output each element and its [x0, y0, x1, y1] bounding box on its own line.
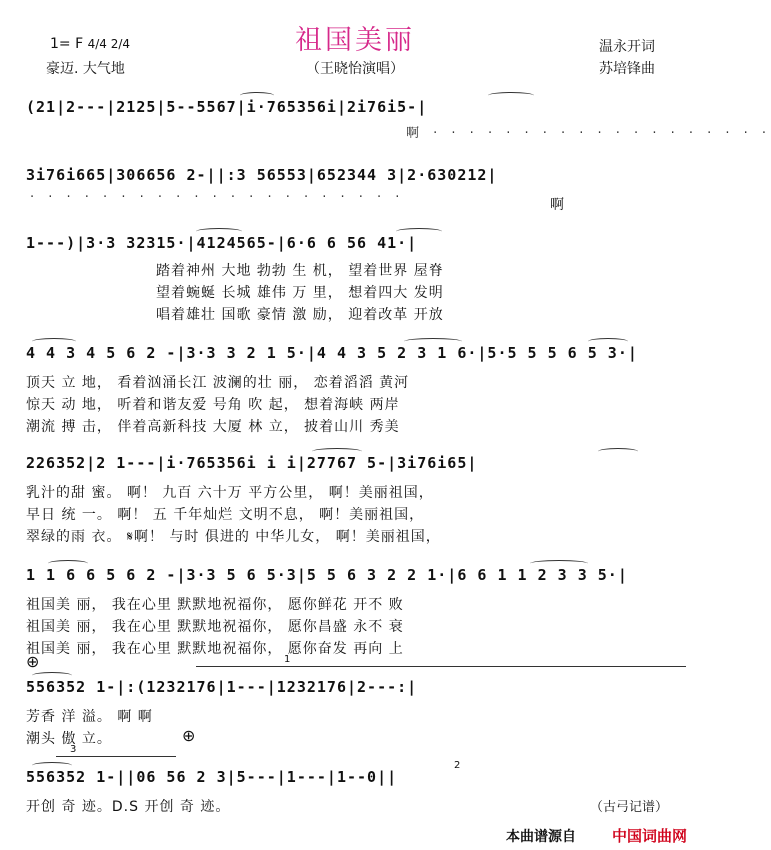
coda-icon: ⊕: [26, 652, 40, 671]
score-system-7: [26, 654, 686, 748]
slur: [32, 338, 76, 345]
lyric-verse-1: 乳汁的甜 蜜。 啊！ 九百 六十万 平方公里， 啊！美丽祖国，: [26, 485, 434, 501]
notation-line-3: 1---)|3·3 32315·|4124565-|6·6 6 56 41·|: [26, 234, 418, 252]
slur: [396, 228, 442, 235]
notation-line-4: 4 4 3 4 5 6 2 -|3·3 3 2 1 5·|4 4 3 5 2 3 1 6·|5·5 5 5 6 5 3·|: [26, 344, 638, 362]
lyric-verse-1: 顶天 立 地， 看着汹涌长江 波澜的壮 丽， 恋着滔滔 黄河: [26, 375, 410, 391]
lyric-verse-2: 望着蜿蜒 长城 雄伟 万 里， 想着四大 发明: [156, 285, 444, 301]
score-system-6: [26, 566, 686, 656]
slur: [404, 338, 462, 345]
lyric-verse-1: 祖国美 丽， 我在心里 默默地祝福你， 愿你鲜花 开不 败: [26, 597, 404, 613]
lyric-text: 啊: [406, 126, 425, 141]
volta-number: 3: [70, 744, 77, 755]
lyric-verse-2: 潮头 傲 立。: [26, 731, 112, 747]
slur: [32, 762, 72, 769]
notation-line-5: 226352|2 1---|i·765356i i i|27767 5-|3i76i65|: [26, 454, 478, 472]
volta-bracket: [56, 756, 176, 757]
lyric-hold: 啊 · · · · · · · · · · · · · · · · · · ·: [406, 126, 771, 141]
slur: [196, 228, 242, 235]
lyric-text: 啊: [550, 197, 565, 213]
lyric-verse-1: 踏着神州 大地 勃勃 生 机， 望着世界 屋脊: [156, 263, 444, 279]
notation-line-7: 556352 1-|:(1232176|1---|1232176|2---:|: [26, 678, 418, 696]
key-signature: [50, 36, 130, 52]
volta-number: 2: [454, 760, 461, 771]
lyric-hold: · · · · · · · · · · · · · · · · · · · · ·: [30, 190, 405, 205]
time-signature: 4/4 2/4: [87, 37, 131, 51]
lyric-verse-2: 惊天 动 地， 听着和谐友爱 号角 吹 起， 想着海峡 两岸: [26, 397, 400, 413]
notation-line-8: 556352 1-||06 56 2 3|5---|1---|1--0||: [26, 768, 398, 786]
lyric-verse-1: 芳香 洋 溢。 啊 啊: [26, 709, 153, 725]
slur: [240, 92, 274, 99]
slur: [530, 560, 588, 567]
slur: [488, 92, 534, 99]
notation-line-1: (21|2---|2125|5--5567|i·765356i|2i76i5-|: [26, 98, 428, 116]
lyric-verse-3: 翠绿的雨 衣。 𝄋啊！ 与时 俱进的 中华儿女， 啊！美丽祖国，: [26, 529, 441, 545]
lyric-verse-3: 潮流 搏 击， 伴着高新科技 大厦 林 立， 披着山川 秀美: [26, 419, 400, 435]
lyricist: 温永开词: [599, 39, 655, 55]
lyric-verse-3: 祖国美 丽， 我在心里 默默地祝福你， 愿你奋发 再向 上: [26, 641, 404, 657]
volta-bracket: [196, 666, 686, 667]
volta-number: 1: [284, 654, 291, 665]
song-title: 祖国美丽: [295, 25, 415, 56]
notation-line-2: 3i76i665|306656 2-||:3 56553|652344 3|2·630212|: [26, 166, 498, 184]
slur: [32, 672, 72, 679]
lyric-verse-2: 祖国美 丽， 我在心里 默默地祝福你， 愿你昌盛 永不 衰: [26, 619, 404, 635]
transcriber-credit: （古弓记谱）: [590, 800, 669, 815]
score-system-2: [26, 166, 686, 216]
singer-subtitle: （王晓怡演唱）: [306, 61, 404, 77]
score-system-1: [26, 98, 771, 146]
lyric-verse-3: 唱着雄壮 国歌 豪情 激 励， 迎着改革 开放: [156, 307, 444, 323]
slur: [312, 448, 362, 455]
notation-line-6: 1 1 6 6 5 6 2 -|3·3 5 6 5·3|5 5 6 3 2 2 1·|6 6 1 1 2 3 3 5·|: [26, 566, 628, 584]
source-site-link[interactable]: 中国词曲网: [612, 827, 688, 845]
key-label: 1= F: [50, 36, 84, 52]
lyric-verse-2: 早日 统 一。 啊！ 五 千年灿烂 文明不息， 啊！美丽祖国，: [26, 507, 425, 523]
slur: [588, 338, 628, 345]
score-system-4: [26, 344, 686, 434]
source-label: 本曲谱源自: [506, 829, 576, 845]
composer: 苏培锋曲: [599, 61, 655, 77]
score-system-5: [26, 454, 686, 544]
score-system-8: [26, 744, 686, 820]
coda-icon: ⊕: [182, 726, 196, 745]
slur: [598, 448, 638, 455]
lyric-verse-1: 开创 奇 迹。D.S 开创 奇 迹。: [26, 799, 231, 815]
style-marking: 豪迈. 大气地: [46, 61, 125, 77]
slur: [48, 560, 88, 567]
score-system-3: [26, 234, 686, 324]
